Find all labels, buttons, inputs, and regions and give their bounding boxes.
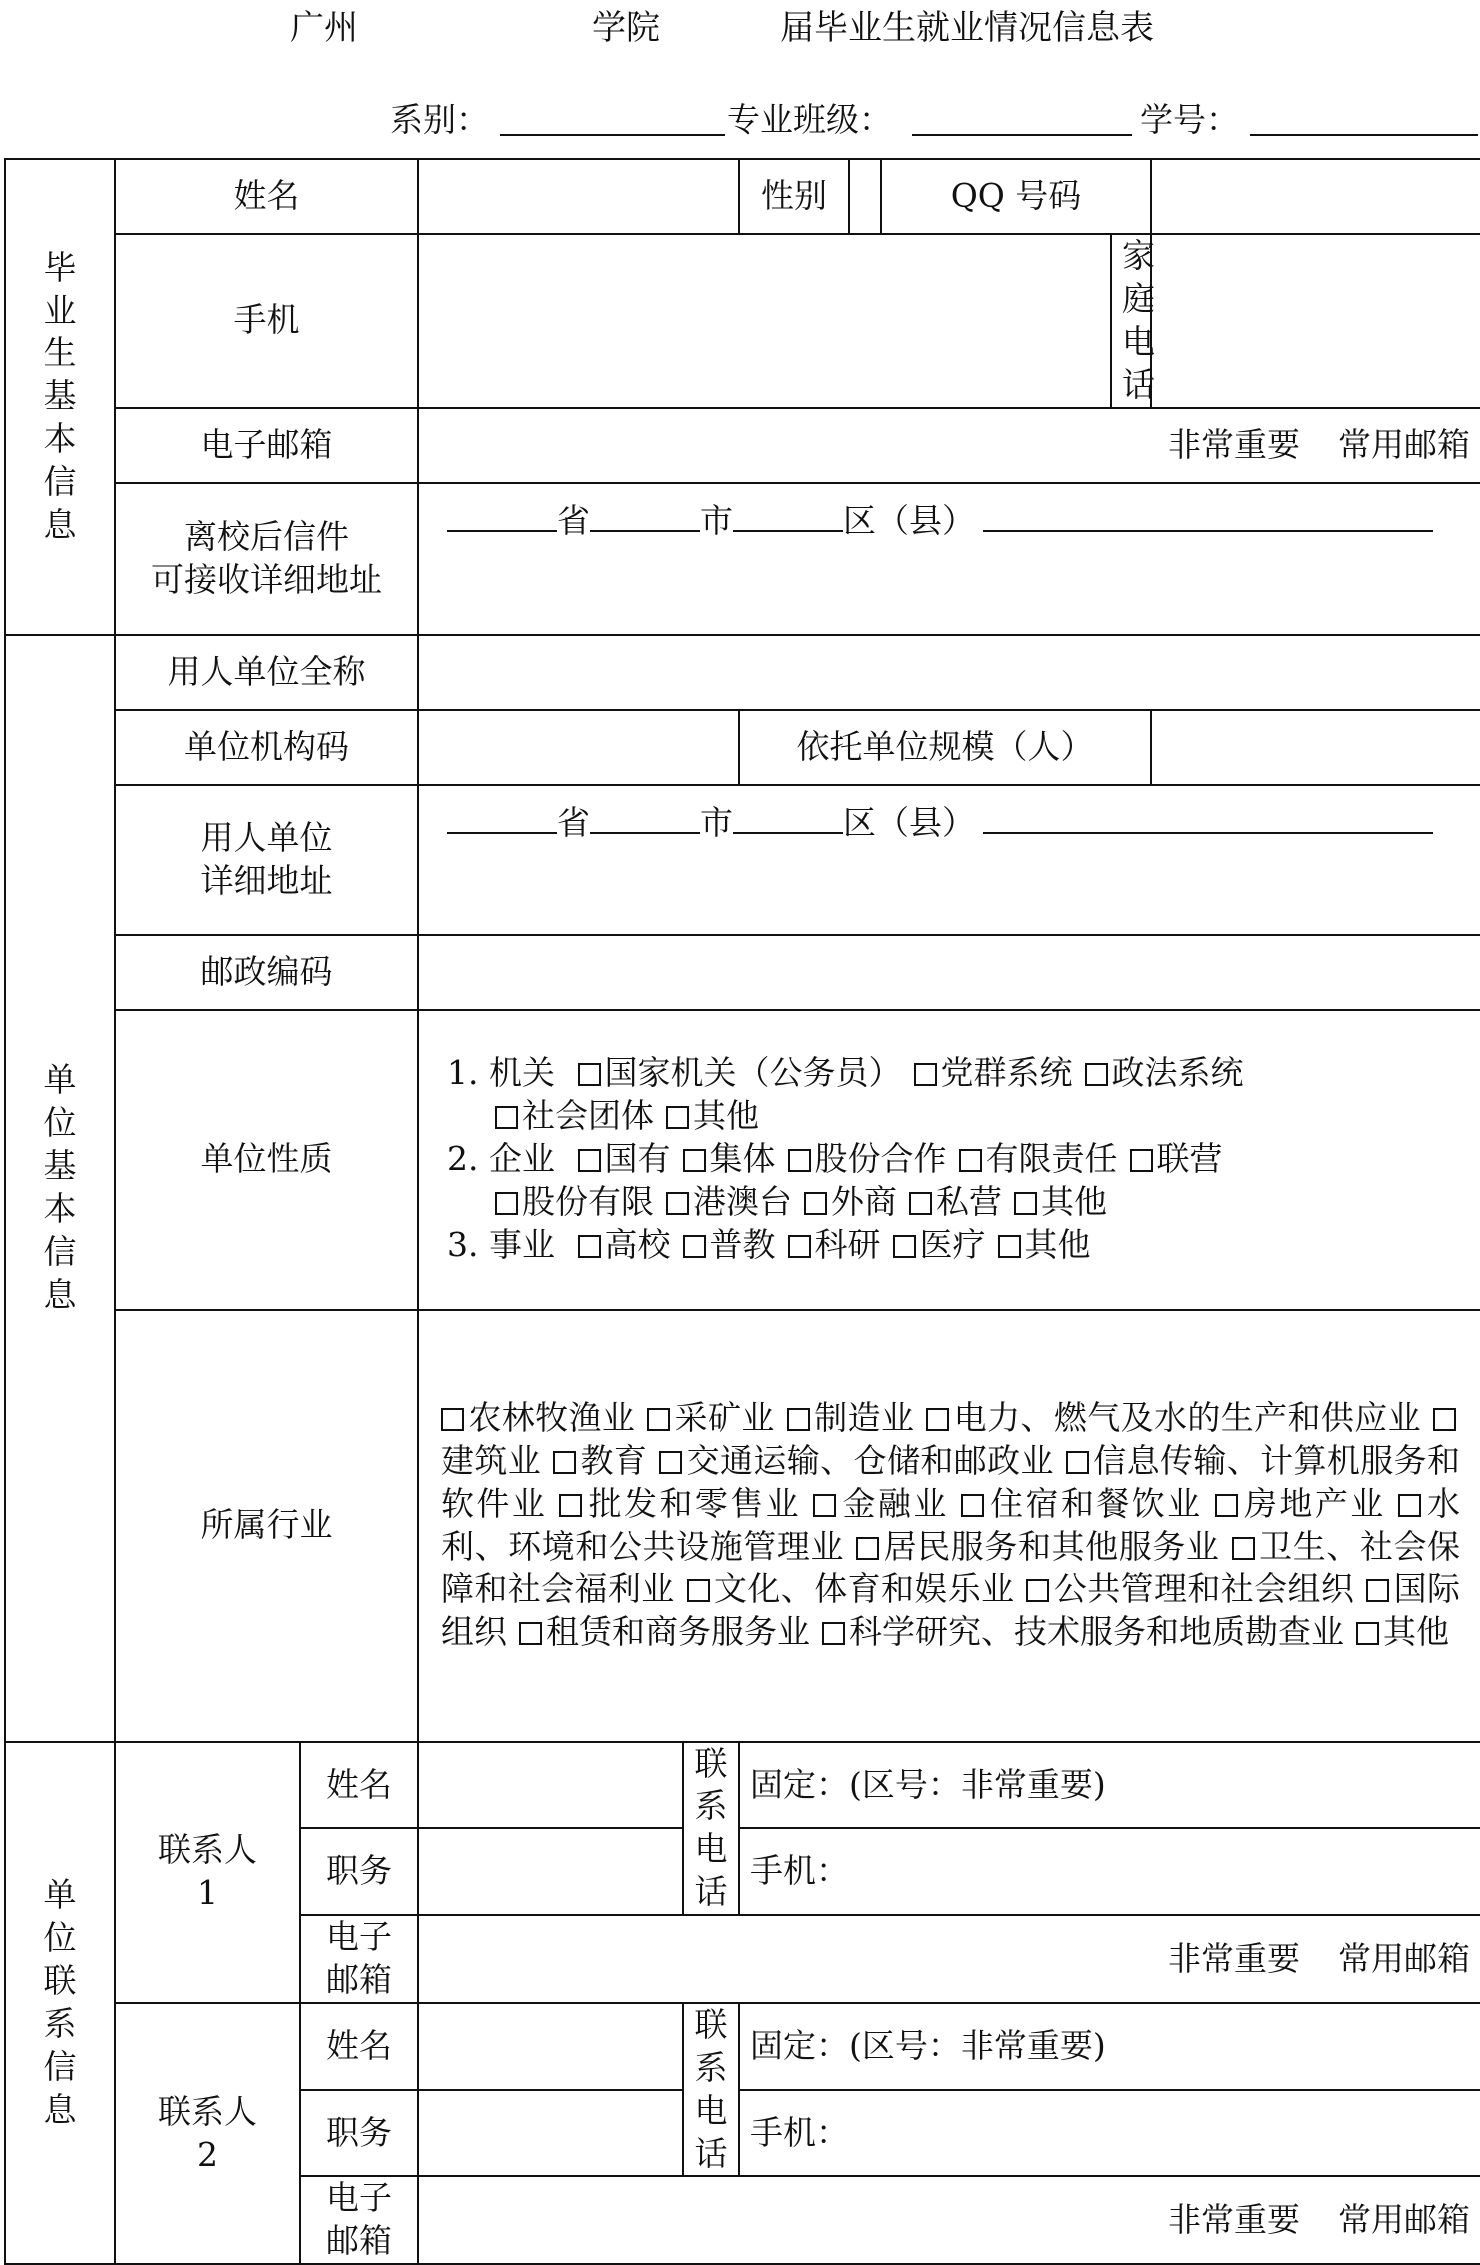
checkbox[interactable] bbox=[578, 1149, 601, 1172]
contact1-email-label: 电子邮箱 bbox=[300, 1915, 418, 2003]
checkbox[interactable] bbox=[813, 1494, 836, 1517]
checkbox[interactable] bbox=[961, 1494, 984, 1517]
contact2-label: 联系人 2 bbox=[115, 2003, 300, 2264]
email-note-important: 非常重要 bbox=[1168, 424, 1301, 464]
checkbox[interactable] bbox=[787, 1408, 810, 1431]
postal-code-label: 邮政编码 bbox=[115, 935, 418, 1010]
contact2-title-field[interactable] bbox=[418, 2090, 683, 2177]
contact2-title-label: 职务 bbox=[300, 2090, 418, 2177]
checkbox[interactable] bbox=[659, 1451, 682, 1474]
postal-code-field[interactable] bbox=[418, 935, 1480, 1010]
mail-address-label: 离校后信件 可接收详细地址 bbox=[115, 483, 418, 635]
checkbox[interactable] bbox=[1215, 1494, 1238, 1517]
mail-address-field[interactable]: 省 市 区（县） bbox=[418, 483, 1480, 635]
contact1-name-field[interactable] bbox=[418, 1742, 683, 1829]
contact1-title-field[interactable] bbox=[418, 1828, 683, 1915]
employer-section-label: 单 位 基 本 信 息 bbox=[5, 635, 115, 1742]
contact2-email-field[interactable]: 非常重要 常用邮箱 bbox=[418, 2176, 1480, 2264]
contact1-mobile[interactable]: 手机： bbox=[739, 1828, 1480, 1915]
contact1-name-label: 姓名 bbox=[300, 1742, 418, 1829]
email-note-common: 常用邮箱 bbox=[1338, 424, 1471, 464]
title-college: 学院 bbox=[592, 8, 660, 48]
org-code-field[interactable] bbox=[418, 710, 739, 785]
checkbox[interactable] bbox=[519, 1622, 542, 1645]
contact2-fixed-phone[interactable]: 固定：(区号：非常重要) bbox=[739, 2003, 1480, 2090]
scale-field[interactable] bbox=[1151, 710, 1480, 785]
checkbox[interactable] bbox=[998, 1235, 1021, 1258]
checkbox[interactable] bbox=[1433, 1408, 1456, 1431]
checkbox[interactable] bbox=[1014, 1192, 1037, 1215]
org-code-label: 单位机构码 bbox=[115, 710, 418, 785]
qq-label: QQ 号码 bbox=[881, 159, 1151, 234]
name-field[interactable] bbox=[418, 159, 739, 234]
home-phone-field[interactable] bbox=[1151, 234, 1480, 408]
industry-options: 农林牧渔业 采矿业 制造业 电力、燃气及水的生产和供应业建筑业 教育 交通运输、仓储和邮政业 信息传输、计算机服务和软件业 批发和零售业 金融业 住宿和餐饮业 房地产业 水利、环境和公共设施管理业 居民服务和其他服务业 卫生、社会保障和社会福利业 文化、体育和娱乐业 公共管理和社会组织 国际组织 租赁和商务服务业 科学研究、技术服务和地质勘查业 其他 bbox=[418, 1310, 1480, 1742]
checkbox[interactable] bbox=[553, 1451, 576, 1474]
checkbox[interactable] bbox=[578, 1235, 601, 1258]
checkbox[interactable] bbox=[914, 1063, 937, 1086]
checkbox[interactable] bbox=[959, 1149, 982, 1172]
checkbox[interactable] bbox=[666, 1192, 689, 1215]
contact2-phone-label: 联系 电话 bbox=[683, 2003, 739, 2177]
contact1-title-label: 职务 bbox=[300, 1828, 418, 1915]
checkbox[interactable] bbox=[1366, 1579, 1389, 1602]
employer-fullname-field[interactable] bbox=[418, 635, 1480, 710]
industry-label: 所属行业 bbox=[115, 1310, 418, 1742]
checkbox[interactable] bbox=[1130, 1149, 1153, 1172]
employer-address-label: 用人单位 详细地址 bbox=[115, 785, 418, 935]
id-field[interactable] bbox=[1250, 134, 1478, 136]
gender-field[interactable] bbox=[849, 159, 881, 234]
checkbox[interactable] bbox=[926, 1408, 949, 1431]
home-phone-label: 家庭电话 bbox=[1111, 234, 1151, 408]
checkbox[interactable] bbox=[1085, 1063, 1108, 1086]
employer-nature-label: 单位性质 bbox=[115, 1010, 418, 1310]
checkbox[interactable] bbox=[1398, 1494, 1421, 1517]
checkbox[interactable] bbox=[856, 1537, 879, 1560]
checkbox[interactable] bbox=[1232, 1537, 1255, 1560]
checkbox[interactable] bbox=[1356, 1622, 1379, 1645]
contact1-label: 联系人 1 bbox=[115, 1742, 300, 2003]
employer-address-field[interactable]: 省 市 区（县） bbox=[418, 785, 1480, 935]
dept-label: 系别： bbox=[390, 100, 489, 139]
qq-field[interactable] bbox=[1151, 159, 1480, 234]
contact-section-label: 单 位 联 系 信 息 bbox=[5, 1742, 115, 2265]
contact2-name-field[interactable] bbox=[418, 2003, 683, 2090]
contact1-email-field[interactable]: 非常重要 常用邮箱 bbox=[418, 1915, 1480, 2003]
checkbox[interactable] bbox=[822, 1622, 845, 1645]
checkbox[interactable] bbox=[893, 1235, 916, 1258]
checkbox[interactable] bbox=[647, 1408, 670, 1431]
checkbox[interactable] bbox=[559, 1494, 582, 1517]
graduate-section-label: 毕 业 生 基 本 信 息 bbox=[5, 159, 115, 635]
checkbox[interactable] bbox=[441, 1408, 464, 1431]
checkbox[interactable] bbox=[1066, 1451, 1089, 1474]
checkbox[interactable] bbox=[788, 1235, 811, 1258]
scale-label: 依托单位规模（人） bbox=[739, 710, 1151, 785]
checkbox[interactable] bbox=[687, 1579, 710, 1602]
title-text: 届毕业生就业情况信息表 bbox=[780, 8, 1154, 48]
checkbox[interactable] bbox=[666, 1106, 689, 1129]
checkbox[interactable] bbox=[804, 1192, 827, 1215]
contact1-fixed-phone[interactable]: 固定：(区号：非常重要) bbox=[739, 1742, 1480, 1829]
class-field[interactable] bbox=[912, 134, 1132, 136]
checkbox[interactable] bbox=[495, 1106, 518, 1129]
contact2-name-label: 姓名 bbox=[300, 2003, 418, 2090]
gender-label: 性别 bbox=[739, 159, 849, 234]
contact1-phone-label: 联系 电话 bbox=[683, 1742, 739, 1916]
employer-nature-options: 1. 机关 国家机关（公务员） 党群系统 政法系统 社会团体 其他 2. 企业 国有 集体 股份合作 有限责任 联营 股份有限 港澳台 外商 私营 其他 3. 事业 高校 普教 科研 医疗 其他 bbox=[418, 1010, 1480, 1310]
dept-field[interactable] bbox=[500, 134, 725, 136]
checkbox[interactable] bbox=[683, 1149, 706, 1172]
checkbox[interactable] bbox=[1026, 1579, 1049, 1602]
mobile-field[interactable] bbox=[418, 234, 1111, 408]
class-label: 专业班级： bbox=[727, 100, 892, 139]
mobile-label: 手机 bbox=[115, 234, 418, 408]
form-title bbox=[0, 0, 1480, 48]
form-meta bbox=[0, 94, 1480, 138]
checkbox[interactable] bbox=[578, 1063, 601, 1086]
employer-fullname-label: 用人单位全称 bbox=[115, 635, 418, 710]
checkbox[interactable] bbox=[495, 1192, 518, 1215]
checkbox[interactable] bbox=[909, 1192, 932, 1215]
name-label: 姓名 bbox=[115, 159, 418, 234]
title-city: 广州 bbox=[290, 8, 358, 48]
id-label: 学号： bbox=[1140, 100, 1239, 139]
email-label: 电子邮箱 bbox=[115, 408, 418, 483]
info-table bbox=[4, 158, 1480, 2265]
checkbox[interactable] bbox=[683, 1235, 706, 1258]
checkbox[interactable] bbox=[788, 1149, 811, 1172]
contact2-email-label: 电子邮箱 bbox=[300, 2176, 418, 2264]
contact2-mobile[interactable]: 手机： bbox=[739, 2090, 1480, 2177]
email-field[interactable] bbox=[418, 408, 1480, 483]
